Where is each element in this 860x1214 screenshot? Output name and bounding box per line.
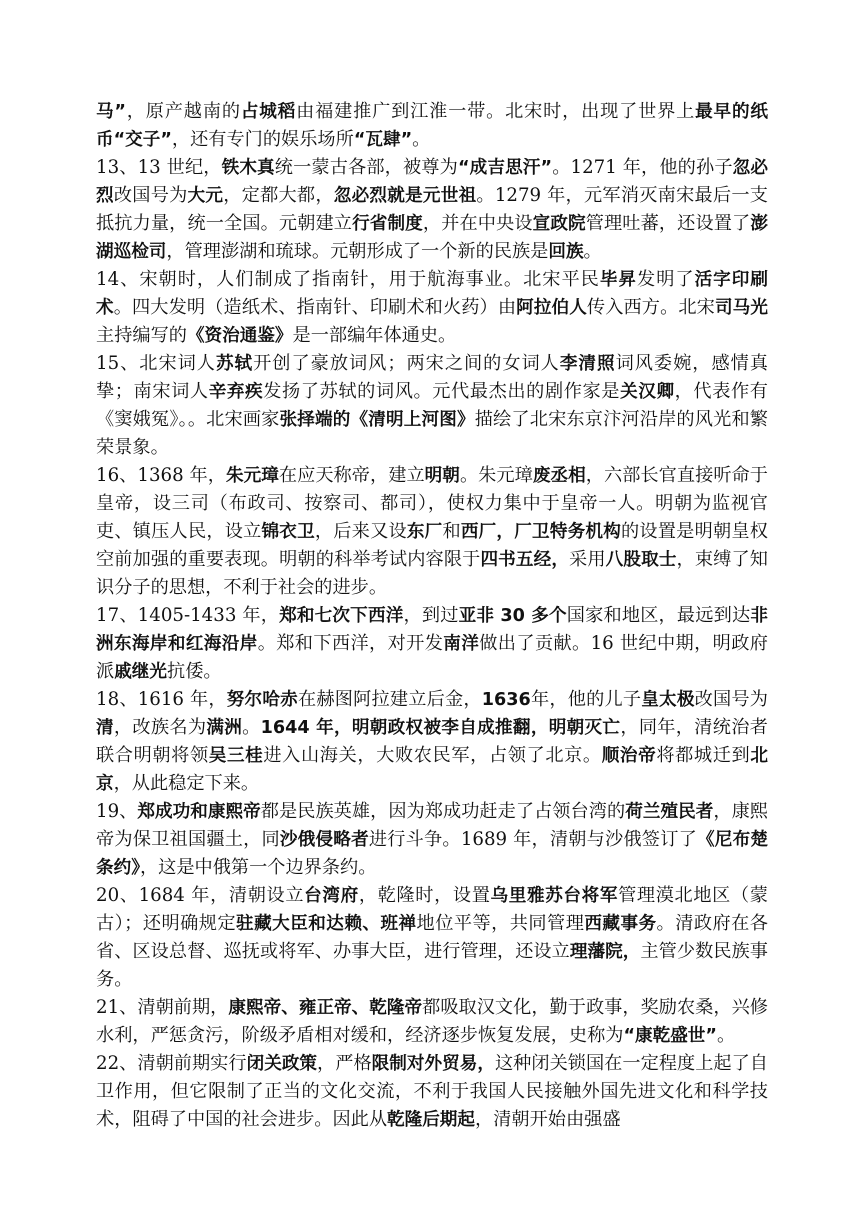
bold-term: 闭关政策 — [246, 1054, 318, 1074]
text-run: 在应天称帝，建立 — [278, 465, 425, 486]
text-run: 改国号为 — [113, 185, 188, 206]
bold-term: 东厂 — [406, 522, 443, 542]
text-run: ，康熙帝为保卫祖国疆土，同 — [96, 801, 768, 850]
paragraph-17 — [96, 602, 768, 686]
text-run: 管理漠北地区（蒙古）；还明确规定 — [96, 885, 768, 934]
bold-term: 回族 — [548, 242, 584, 262]
text-run: 。1279 年，元军消灭南宋最后一支抵抗力量，统一全国。元朝建立 — [96, 185, 768, 234]
text-run: 抗倭。 — [167, 661, 222, 682]
bold-term: “瓦肆” — [353, 130, 413, 150]
text-run: 20、1684 年，清朝设立 — [96, 885, 305, 906]
text-run: 16、1368 年， — [96, 465, 226, 486]
text-run: 主管少数民族事务。 — [96, 941, 768, 990]
text-run: 19、 — [96, 801, 138, 822]
bold-term: 顺治帝 — [601, 746, 657, 766]
text-run: 传入西方。北宋 — [586, 297, 715, 318]
text-run: 17、1405-1433 年， — [96, 605, 280, 626]
paragraph-15 — [96, 350, 768, 462]
text-run: ，从此稳定下来。 — [113, 773, 260, 794]
text-run: 将都城迁到 — [656, 745, 751, 766]
text-run: 。 — [412, 129, 431, 150]
text-run: 。郑和下西洋，对开发 — [257, 633, 444, 654]
text-run: 开创了豪放词风；两宋之间的女词人 — [253, 353, 560, 374]
text-run: ，并在中央设 — [422, 213, 533, 234]
text-run: 进入山海关，大败农民军，占领了北京。 — [263, 745, 602, 766]
bold-term: “成吉思汗” — [457, 158, 553, 178]
text-run: ，到过 — [403, 605, 459, 626]
paragraph-16 — [96, 462, 768, 602]
bold-term: 1636 — [481, 690, 531, 710]
bold-term: 《资治通鉴》 — [186, 326, 293, 346]
bold-term: 辛弃疾 — [208, 382, 264, 402]
bold-term: 阿拉伯人 — [516, 298, 587, 318]
text-run: 15、北宋词人 — [96, 353, 216, 374]
text-run: ，同年，清统治者联合明朝将领 — [96, 717, 768, 766]
bold-term: 乌里雅苏台将军 — [490, 886, 619, 906]
paragraph-19 — [96, 798, 768, 882]
bold-term: 亚非 30 多个 — [458, 606, 567, 626]
text-run: ，原产越南的 — [125, 101, 241, 122]
document-page — [96, 98, 768, 1134]
bold-term: 占城稻 — [240, 102, 297, 122]
bold-term: 吴三桂 — [208, 746, 264, 766]
bold-term: 郑和七次下西洋 — [279, 606, 404, 626]
bold-term: 清 — [96, 718, 114, 738]
bold-term: 四书五经， — [480, 550, 570, 570]
bold-term: 活字印刷术 — [96, 270, 768, 318]
text-run: 描绘了北宋东京汴河沿岸的风光和繁荣景象。 — [96, 409, 768, 458]
text-run: 在赫图阿拉建立后金， — [297, 689, 482, 710]
text-run: 。清政府在各省、区设总督、巡抚或将军、办事大臣，进行管理，还设立 — [96, 913, 768, 962]
bold-term: 废丞相 — [532, 466, 586, 486]
text-run: 18、1616 年， — [96, 689, 227, 710]
bold-term: 宣政院 — [532, 214, 586, 234]
bold-term: 八股取士 — [605, 550, 677, 570]
text-run: 地位平等，共同管理 — [416, 913, 585, 934]
text-run: ，代表作有《窦娥冤》。。北宋画家 — [96, 381, 768, 430]
text-run: 进行斗争。1689 年，清朝与沙俄签订了 — [368, 829, 697, 850]
text-run: 统一蒙古各部，被尊为 — [274, 157, 458, 178]
text-run: ，这是中俄第一个边界条约。 — [139, 857, 377, 878]
text-run: 。朱元璋 — [459, 465, 533, 486]
text-run: 。 — [716, 1025, 736, 1046]
paragraph-14 — [96, 266, 768, 350]
text-run: 改国号为 — [694, 689, 768, 710]
bold-term: 行省制度 — [352, 214, 423, 234]
text-run: 做出了贡献。16 世纪中期，明政府派 — [96, 633, 768, 682]
bold-term: 铁木真 — [221, 158, 275, 178]
text-run: 都是民族英雄，因为郑成功赶走了占领台湾的 — [260, 801, 626, 822]
text-run: 。 — [583, 241, 602, 262]
bold-term: 忽必烈就是元世祖 — [333, 186, 477, 206]
bold-term: 满洲 — [206, 718, 243, 738]
bold-term: 明朝 — [424, 466, 460, 486]
paragraph-20 — [96, 882, 768, 994]
paragraph-continuation — [96, 98, 768, 154]
bold-term: 西厂，厂卫特务机构 — [460, 522, 622, 542]
bold-term: “康乾盛世” — [623, 1026, 717, 1046]
bold-term: 毕昇 — [599, 270, 638, 290]
bold-term: 郑成功和康熙帝 — [137, 802, 261, 822]
bold-term: 大元 — [187, 186, 224, 206]
bold-term: 台湾府 — [304, 886, 359, 906]
text-run: 21、清朝前期， — [96, 997, 229, 1018]
bold-term: 乾隆后期起 — [387, 1110, 475, 1130]
text-run: 是一部编年体通史。 — [292, 325, 457, 346]
bold-term: 张择端的《清明上河图》 — [279, 410, 475, 430]
bold-term: 努尔哈赤 — [226, 690, 298, 710]
bold-term: 忽必烈 — [96, 158, 768, 206]
text-run: ，六部长官直接听命于皇帝，设三司（布政司、按察司、都司），使权力集中于皇帝一人。明朝为监视官吏、镇压人民，设立 — [96, 465, 768, 542]
bold-term: 理藩院， — [569, 942, 641, 962]
bold-term: 苏轼 — [215, 354, 254, 374]
text-run: 都吸取汉文化，勤于政事，奖励农桑，兴修水利，严惩贪污，阶级矛盾相对缓和，经济逐步恢复发展，史称为 — [96, 997, 768, 1046]
bold-term: 马” — [96, 102, 126, 122]
text-run: ，管理澎湖和琉球。元朝形成了一个新的民族是 — [166, 241, 549, 262]
text-run: ，严格 — [317, 1053, 372, 1074]
text-run: 和 — [442, 521, 461, 542]
bold-term: 最早的纸币“交子” — [96, 102, 768, 150]
text-run: 13、13 世纪， — [96, 157, 222, 178]
bold-term: 皇太极 — [641, 690, 695, 710]
text-run: 主持编写的 — [96, 325, 187, 346]
paragraph-21 — [96, 994, 768, 1050]
text-run: 。1271 年，他的孙子 — [552, 157, 733, 178]
text-run: 22、清朝前期实行 — [96, 1053, 247, 1074]
bold-term: 司马光 — [714, 298, 768, 318]
bold-term: 关汉卿 — [620, 382, 675, 402]
text-run: 14、宋朝时，人们制成了指南针，用于航海事业。北宋平民 — [96, 269, 600, 290]
bold-term: 《尼布楚条约》 — [96, 830, 768, 878]
bold-term: 澎湖巡检司 — [96, 214, 768, 262]
bold-term: 限制对外贸易， — [371, 1054, 495, 1074]
text-run: 词风委婉，感情真挚；南宋词人 — [96, 353, 768, 402]
text-run: 这种闭关锁国在一定程度上起了自卫作用，但它限制了正当的文化交流，不利于我国人民接触外国先进文化和科学技术，阻碍了中国的社会进步。因此从 — [96, 1053, 768, 1130]
text-run: 采用 — [569, 549, 606, 570]
text-run: ，改族名为 — [113, 717, 207, 738]
text-run: 管理吐蕃，还设置了 — [585, 213, 751, 234]
text-run: ，乾隆时，设置 — [358, 885, 491, 906]
text-run: ，束缚了知识分子的思想，不利于社会的进步。 — [96, 549, 768, 598]
bold-term: 驻藏大臣和达赖、班禅 — [236, 914, 417, 934]
bold-term: 戚继光 — [114, 662, 167, 682]
bold-term: 锦衣卫 — [261, 522, 315, 542]
bold-term: 荷兰殖民者 — [625, 802, 714, 822]
bold-term: 李清照 — [559, 354, 616, 374]
paragraph-13 — [96, 154, 768, 266]
text-run: 的设置是明朝皇权空前加强的重要表现。明朝的科举考试内容限于 — [96, 521, 768, 570]
bold-term: 北京 — [96, 746, 768, 794]
text-run: ，还有专门的娱乐场所 — [171, 129, 354, 150]
text-run: 发明了 — [637, 269, 695, 290]
text-run: ，定都大都， — [223, 185, 334, 206]
bold-term: 朱元璋 — [225, 466, 279, 486]
bold-term: 南洋 — [443, 634, 480, 654]
bold-term: 西藏事务 — [584, 914, 657, 934]
paragraph-22 — [96, 1050, 768, 1134]
text-run: ，后来又设 — [314, 521, 407, 542]
text-run: 国家和地区，最远到达 — [566, 605, 751, 626]
bold-term: 康熙帝、雍正帝、乾隆帝 — [228, 998, 423, 1018]
text-run: 年，他的儿子 — [530, 689, 642, 710]
paragraph-18 — [96, 686, 768, 798]
bold-term: 非洲东海岸和红海沿岸 — [96, 606, 768, 654]
text-run: 发扬了苏轼的词风。元代最杰出的剧作家是 — [263, 381, 621, 402]
text-run: 由福建推广到江淮一带。北宋时，出现了世界上 — [296, 101, 696, 122]
bold-term: 沙俄侵略者 — [279, 830, 369, 850]
text-run: 。 — [242, 717, 261, 738]
text-run: ，清朝开始由强盛 — [475, 1109, 621, 1130]
text-run: 。四大发明（造纸术、指南针、印刷术和火药）由 — [113, 297, 517, 318]
bold-term: 1644 年，明朝政权被李自成推翻，明朝灭亡 — [260, 718, 621, 738]
